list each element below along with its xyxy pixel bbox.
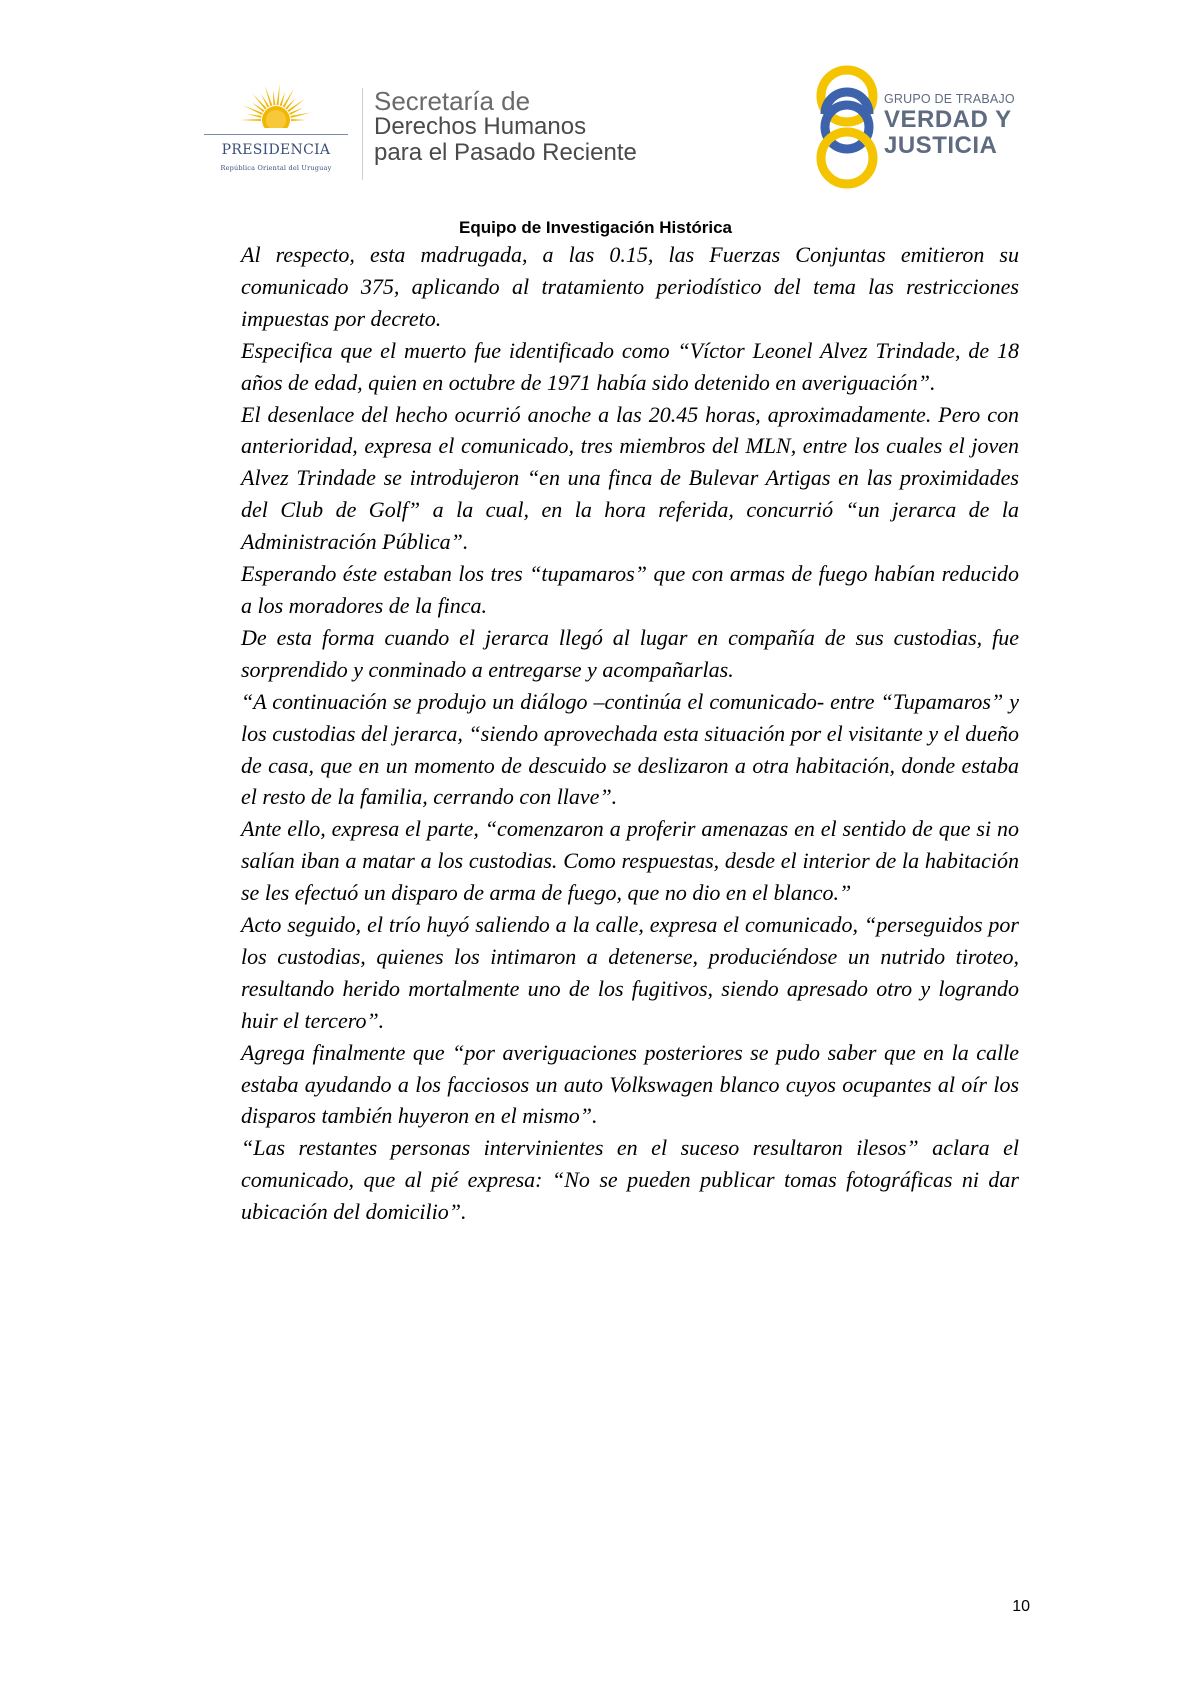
paragraph: Esperando éste estaban los tres “tupamaros” que con armas de fuego habían reducido a los moradores de la finca. <box>241 561 1019 618</box>
page-number: 10 <box>1012 1598 1030 1615</box>
body-text <box>241 239 1019 1228</box>
presidencia-rule <box>204 134 348 135</box>
gtvj-small-text: GRUPO DE TRABAJO <box>884 92 1015 106</box>
sun-ray <box>283 89 294 108</box>
presidencia-subtitle: República Oriental del Uruguay <box>220 164 332 172</box>
sun-ray <box>277 84 280 105</box>
presidencia-logo <box>196 80 356 180</box>
secretaria-line-3: para el Pasado Reciente <box>374 139 637 166</box>
verdad-justicia-logo <box>812 62 1032 192</box>
paragraph: Especifica que el muerto fue identificado como “Víctor Leonel Alvez Trindade, de 18 años de edad, quien en octubre de 1971 había sido detenido en averiguación”. <box>241 337 1019 395</box>
sun-ray <box>252 93 267 109</box>
sun-ray <box>290 113 311 118</box>
sun-ray <box>240 119 261 121</box>
sun-ray <box>288 99 306 112</box>
gtvj-line-1: VERDAD Y <box>884 106 1012 133</box>
secretaria-line-2: Derechos Humanos <box>374 113 587 140</box>
paragraph: Ante ello, expresa el parte, “comenzaron a proferir amenazas en el sentido de que si no salían iban a matar a los custodias. Como respuestas, desde el interior de la habitación se les efectuó un disparo de arma de fuego, que no dio en el blanco.” <box>241 816 1019 906</box>
paragraph: De esta forma cuando el jerarca llegó al lugar en compañía de sus custodias, fue sorprendido y conminado a entregarse y acompañarlas. <box>241 624 1019 682</box>
gtvj-line-2: JUSTICIA <box>884 132 998 159</box>
sun-ray <box>273 90 276 105</box>
paragraph: “Las restantes personas intervinientes en el suceso resultaron ilesos” aclara el comunicado, que al pié expresa: “No se pueden publicar tomas fotográficas ni dar ubicación del domicilio”. <box>241 1135 1019 1225</box>
sun-ray <box>291 119 306 121</box>
interlocked-rings-icon <box>812 62 882 192</box>
paragraph: El desenlace del hecho ocurrió anoche a las 20.45 horas, aproximadamente. Pero con anterioridad, expresa el comunicado, tres miembros del MLN, entre los cuales el joven Alvez Trindade se introdujeron “en una finca de Bulevar Artigas en las proximidades del Club de Golf” a la cual, en la hora referida, concurrió “un jerarca de la Administración Pública”. <box>241 401 1019 555</box>
sun-ray <box>243 105 263 115</box>
secretaria-title <box>374 88 637 166</box>
sun-ray <box>285 98 296 110</box>
header-divider <box>362 88 363 180</box>
secretaria-line-1: Secretaría de <box>374 86 531 116</box>
team-heading: Equipo de Investigación Histórica <box>459 218 732 237</box>
sun-icon <box>238 80 314 136</box>
paragraph: “A continuación se produjo un diálogo –continúa el comunicado- entre “Tupamaros” y los custodias del jerarca, “siendo aprovechada esta situación por el visitante y el dueño de casa, que en un momento de descuido se deslizaron a otra habitación, donde estaba el resto de la familia, cerrando con llave”. <box>241 688 1019 810</box>
sun-ray <box>247 114 262 118</box>
paragraph: Agrega finalmente que “por averiguaciones posteriores se pudo saber que en la calle estaba ayudando a los facciosos un auto Volkswagen blanco cuyos ocupantes al oír los disparos también huyeron en el mismo”. <box>241 1039 1019 1129</box>
paragraph: Al respecto, esta madrugada, a las 0.15, las Fuerzas Conjuntas emitieron su comunicado 375, aplicando al tratamiento periodístico del tema las restricciones impuestas por decreto. <box>241 242 1019 331</box>
paragraph: Acto seguido, el trío huyó saliendo a la calle, expresa el comunicado, “perseguidos por los custodias, quienes los intimaron a detenerse, produciéndose un nutrido tiroteo, resultando herido mortalmente uno de los fugitivos, siendo apresado otro y logrando huir el tercero”. <box>241 912 1019 1033</box>
presidencia-name: PRESIDENCIA <box>221 142 331 158</box>
